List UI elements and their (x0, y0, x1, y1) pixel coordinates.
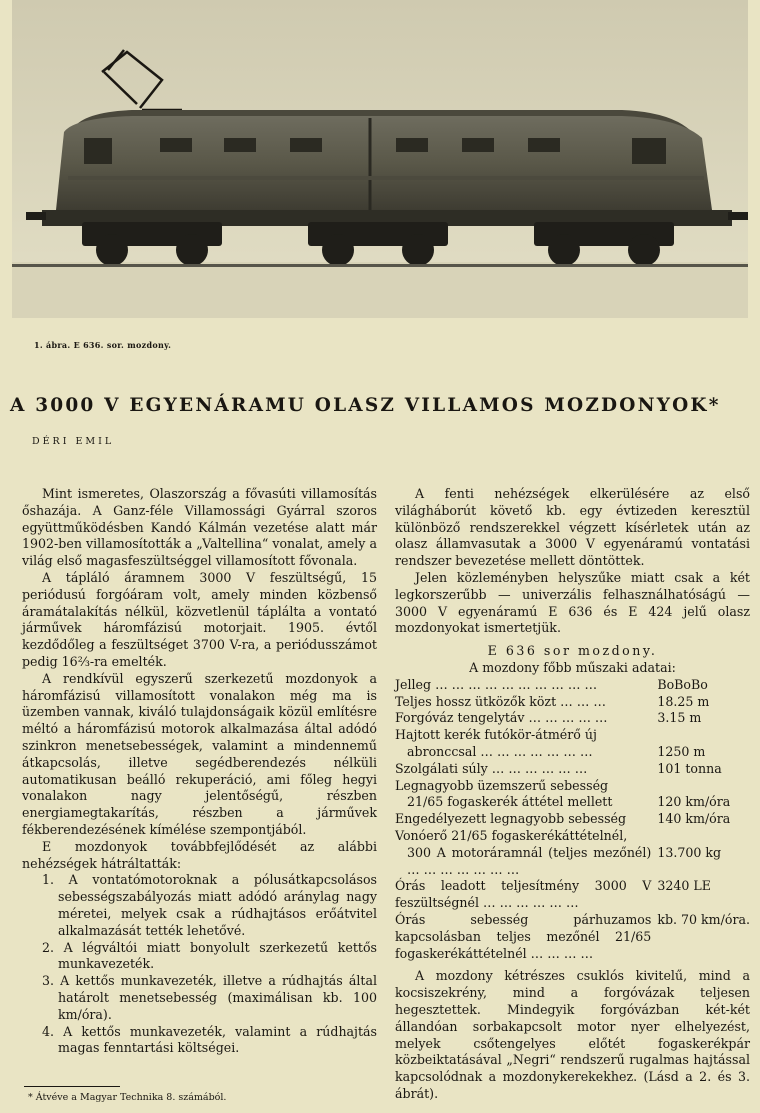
spec-value: 18.25 m (657, 693, 710, 709)
spec-label: Jelleg … … … … … … … … … … (395, 676, 598, 692)
spec-row (395, 778, 750, 795)
spec-label: Órás leadott teljesítmény 3000 V feszültségnél … … … … … … (395, 878, 652, 911)
spec-row (395, 694, 750, 711)
spec-row (395, 912, 750, 962)
spec-label: Vonóerő 21/65 fogaskerékáttételnél, (395, 827, 628, 843)
spec-value: 3.15 m (657, 710, 702, 726)
paragraph: Mint ismeretes, Olaszország a fővasúti villamosítás őshazája. A Ganz-féle Villamossági Gyárral szoros együttműködésben Kandó Kálmán vezetése alatt már 1902-ben villamosították a „Valtellina“ vonalat, amely a világ első magasfeszültséggel villamosított fővonala. (22, 486, 377, 569)
paragraph: A fenti nehézségek elkerülésére az első világháborút követő kb. egy évtizeden keresztül különböző rendszerekkel végzett kísérletek után az olasz államvasutak a 3000 V egyenáramú vontatási rendszer bevezetése mellett döntöttek. (395, 486, 750, 569)
spec-label: Órás sebesség párhuzamos kapcsolásban teljes mezőnél 21/65 fogaskerékáttételnél … … … … (395, 911, 652, 961)
spec-row (395, 710, 750, 727)
spec-label: Teljes hossz ütközők közt … … … (395, 693, 606, 709)
list-item: 4. A kettős munkavezeték, valamint a rúdhajtás magas fenntartási költségei. (42, 1023, 377, 1056)
spec-row (395, 828, 750, 845)
spec-value (651, 778, 750, 795)
article-author: DÉRI EMIL (32, 436, 115, 447)
spec-value (651, 828, 750, 845)
spec-label: Legnagyobb üzemszerű sebesség (395, 777, 609, 793)
paragraph: E mozdonyok továbbfejlődését az alábbi nehézségek hátráltatták: (22, 838, 377, 871)
footnote-divider (24, 1086, 120, 1087)
spec-row (395, 811, 750, 828)
locomotive-photo (12, 0, 748, 318)
spec-row (395, 878, 750, 912)
article-title: A 3000 V EGYENÁRAMU OLASZ VILLAMOS MOZDONYOK* (10, 395, 721, 416)
spec-value: 3240 LE (657, 878, 711, 894)
spec-table-title: A mozdony főbb műszaki adatai: (469, 659, 676, 675)
spec-value: 140 km/óra (657, 811, 731, 827)
paragraph: Jelen közleményben helyszűke miatt csak a két legkorszerűbb — univerzális felhasználhatóságú — 3000 V egyenáramú E 636 és E 424 jelű olasz mozdonyokat ismertetjük. (395, 569, 750, 636)
spec-row (395, 794, 750, 811)
figure-caption: 1. ábra. E 636. sor. mozdony. (34, 340, 172, 350)
list-item: 1. A vontatómotoroknak a pólusátkapcsolásos sebességszabályozás miatt adódó aránylag nagy méretei, melyek csak a rúdhajtásos erőátvitel alkalmazását tették lehetővé. (42, 872, 377, 938)
spec-label: Hajtott kerék futókör-átmérő új (395, 727, 597, 743)
spec-value: kb. 70 km/óra. (657, 911, 750, 927)
spec-row (395, 845, 750, 879)
spec-label: abronccsal … … … … … … … (407, 743, 593, 759)
footnote: * Átvéve a Magyar Technika 8. számából. (28, 1092, 227, 1103)
paragraph: A tápláló áramnem 3000 V feszültségű, 15 periódusú forgóáram volt, amely minden közbenső áramátalakítás nélkül, közvetlenül táplálta a vontató járművek háromfázisú motorjait. 1905. évtől kezdődőleg a feszültséget 3700 V-ra, a periódusszámot pedig 16⅔-ra emelték. (22, 569, 377, 669)
spec-value: 1250 m (657, 743, 706, 759)
spec-table (395, 677, 750, 963)
spec-label: 21/65 fogaskerék áttétel mellett (407, 794, 613, 810)
paragraph: A mozdony kétrészes csuklós kivitelű, mind a kocsiszekrény, mind a forgóvázak teljesen hegesztettek. Mindegyik forgóvázban két-két állandóan sorbakapcsolt motor nyer elhelyezést, melyek csőtengelyes előtét fogaskerékpár közbeiktatásával „Negri“ rendszerű rugalmas hajtással kapcsolódnak a mozdonykerekekhez. (Lásd a 2. és 3. ábrát). (395, 968, 750, 1101)
difficulty-list (22, 872, 377, 1057)
spec-label: Szolgálati súly … … … … … … (395, 760, 588, 776)
spec-row (395, 744, 750, 761)
section-heading: E 636 sor mozdony. (487, 643, 658, 659)
spec-row (395, 727, 750, 744)
spec-value (651, 727, 750, 744)
spec-value: 13.700 kg (657, 844, 722, 860)
list-item: 2. A légváltói miatt bonyolult szerkezetű kettős munkavezeték. (42, 939, 377, 972)
left-column (22, 486, 377, 1057)
spec-value: 120 km/óra (657, 794, 731, 810)
spec-label: 300 A motoráramnál (teljes mezőnél) … … … … … … … (407, 844, 652, 877)
spec-row (395, 761, 750, 778)
spec-label: Forgóváz tengelytáv … … … … … (395, 710, 608, 726)
spec-value: BoBoBo (657, 676, 708, 692)
spec-label: Engedélyezett legnagyobb sebesség (395, 811, 627, 827)
spec-row (395, 677, 750, 694)
paragraph: A rendkívül egyszerű szerkezetű mozdonyok a háromfázisú villamosított vonalakon még ma is üzemben vannak, kiváló tulajdonságaik közül említésre méltó a háromfázisú motorok alkalmazása által adódó szinkron menetsebességek, valamint a mindennemű átkapcsolás, illetve segédberendezés nélküli automatikusan beálló rekuperáció, ami főleg hegyi vonalakon nagy jelentőségű, részben energiamegtakarítás, részben a járművek fékberendezésének kímélése szempontjából. (22, 670, 377, 837)
list-item: 3. A kettős munkavezeték, illetve a rúdhajtás által határolt menetsebesség (maximálisan kb. 100 km/óra). (42, 973, 377, 1022)
spec-value: 101 tonna (657, 760, 722, 776)
right-column (395, 486, 750, 1103)
